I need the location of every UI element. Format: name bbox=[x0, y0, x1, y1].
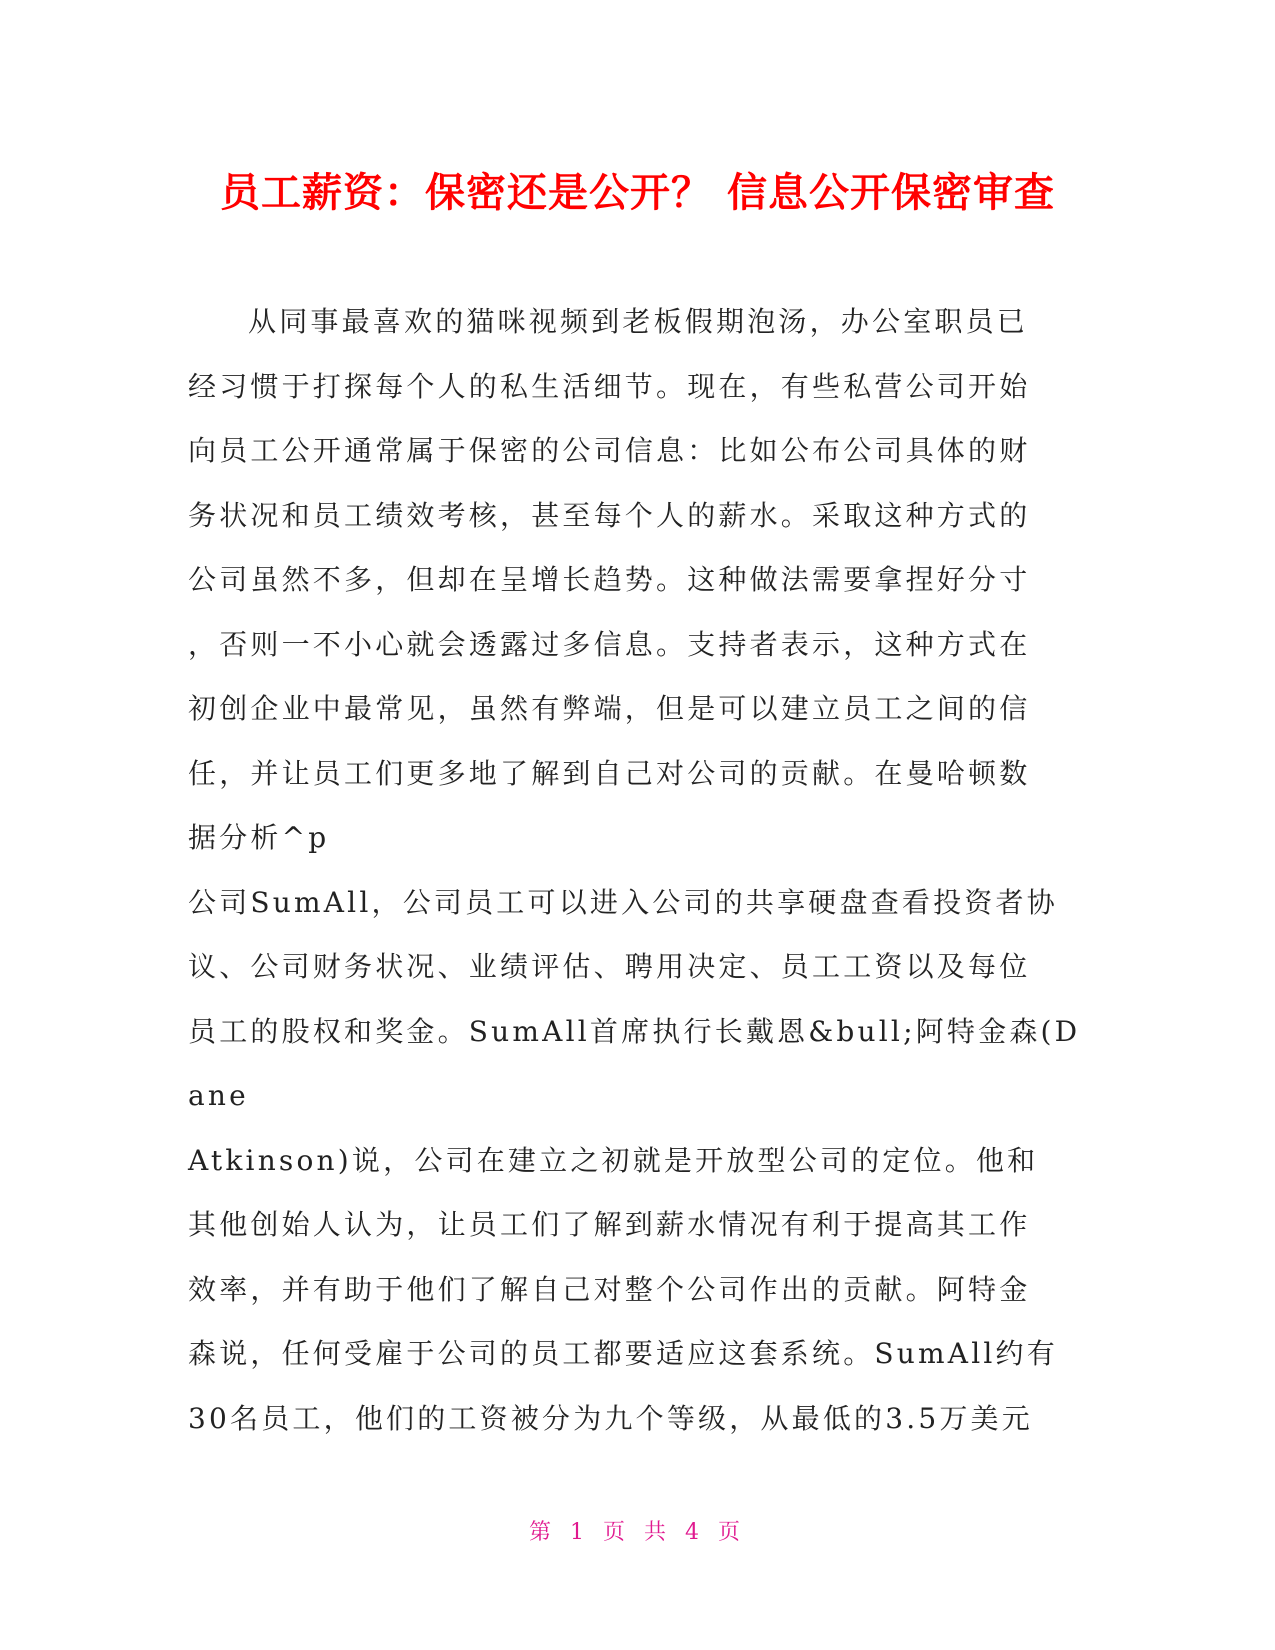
body-line: 据分析^p bbox=[188, 821, 330, 854]
body-line: 公司虽然不多，但却在呈增长趋势。这种做法需要拿捏好分寸 bbox=[188, 563, 1031, 596]
body-line: 经习惯于打探每个人的私生活细节。现在，有些私营公司开始 bbox=[188, 369, 1031, 403]
body-line: 森说，任何受雇于公司的员工都要适应这套系统。SumAll约有 bbox=[188, 1337, 1058, 1370]
body-line: ane bbox=[188, 1079, 249, 1112]
body-line: 公司SumAll，公司员工可以进入公司的共享硬盘查看投资者协 bbox=[188, 885, 1058, 919]
body-line: 议、公司财务状况、业绩评估、聘用决定、员工工资以及每位 bbox=[188, 950, 1031, 983]
body-line: 任，并让员工们更多地了解到自己对公司的贡献。在曼哈顿数 bbox=[188, 756, 1031, 790]
body-line: ，否则一不小心就会透露过多信息。支持者表示，这种方式在 bbox=[188, 627, 1031, 661]
document-title: 员工薪资：保密还是公开？ 信息公开保密审查 bbox=[220, 170, 1055, 216]
body-line: Atkinson)说，公司在建立之初就是开放型公司的定位。他和 bbox=[188, 1143, 1039, 1177]
page-number-footer: 第 1 页 共 4 页 bbox=[529, 1520, 746, 1545]
body-line: 其他创始人认为，让员工们了解到薪水情况有利于提高其工作 bbox=[188, 1208, 1031, 1241]
body-line: 30名员工，他们的工资被分为九个等级，从最低的3.5万美元 bbox=[188, 1401, 1033, 1435]
body-line: 务状况和员工绩效考核，甚至每个人的薪水。采取这种方式的 bbox=[188, 498, 1031, 532]
body-line: 员工的股权和奖金。SumAll首席执行长戴恩&bull;阿特金森(D bbox=[188, 1014, 1081, 1048]
document-body bbox=[188, 290, 1088, 1451]
body-line: 向员工公开通常属于保密的公司信息：比如公布公司具体的财 bbox=[188, 434, 1031, 467]
body-line: 初创企业中最常见，虽然有弊端，但是可以建立员工之间的信 bbox=[188, 692, 1031, 725]
body-line: 效率，并有助于他们了解自己对整个公司作出的贡献。阿特金 bbox=[188, 1272, 1031, 1306]
body-line: 从同事最喜欢的猫咪视频到老板假期泡汤，办公室职员已 bbox=[248, 305, 1029, 338]
